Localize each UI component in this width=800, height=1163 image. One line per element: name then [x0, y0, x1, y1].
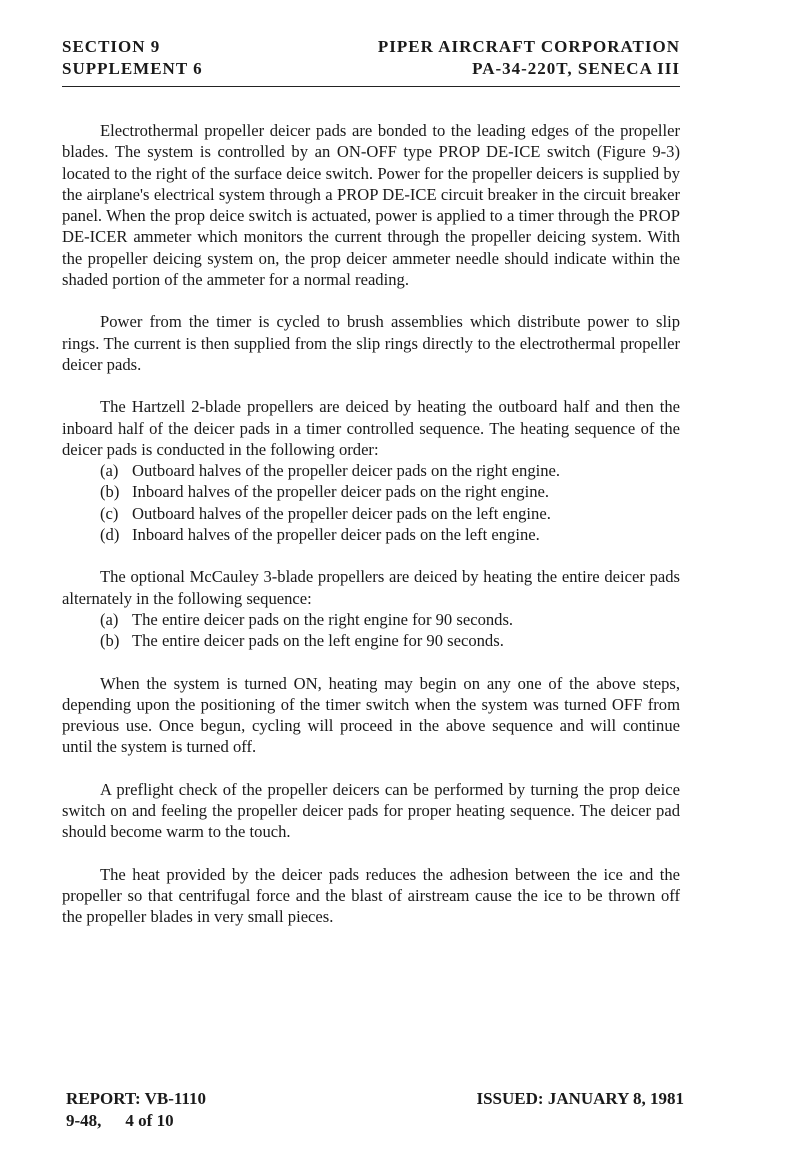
- mccauley-sequence-list: [62, 609, 680, 652]
- issue-date: ISSUED: JANUARY 8, 1981: [476, 1089, 684, 1108]
- list-item: (b) Inboard halves of the propeller deicer pads on the right engine.: [100, 482, 549, 502]
- page-count: 4 of 10: [125, 1111, 174, 1130]
- paragraph-3: The Hartzell 2-blade propellers are deiced by heating the outboard half and then the inboard half of the deicer pads in a timer controlled sequence. The heating sequence of the deicer pads is conducted in the following order:: [62, 397, 680, 459]
- paragraph-7: The heat provided by the deicer pads reduces the adhesion between the ice and the propeller so that centrifugal force and the blast of airstream cause the ice to be thrown off the propeller blades in very small pieces.: [62, 864, 680, 927]
- list-item: (a) The entire deicer pads on the right engine for 90 seconds.: [100, 609, 514, 629]
- body-text: [62, 120, 680, 949]
- company-name: PIPER AIRCRAFT CORPORATION: [377, 37, 680, 56]
- section-label: SECTION 9: [62, 37, 161, 56]
- page-header: [62, 36, 680, 80]
- paragraph-4: The optional McCauley 3-blade propellers are deiced by heating the entire deicer pads alternately in the following sequence:: [62, 567, 680, 608]
- header-divider: [62, 86, 680, 87]
- aircraft-model: PA-34-220T, SENECA III: [472, 59, 680, 78]
- paragraph-2: Power from the timer is cycled to brush assemblies which distribute power to slip rings. The current is then supplied from the slip rings directly to the electrothermal propeller deicer pads.: [62, 312, 680, 374]
- hartzell-sequence-list: [62, 460, 680, 545]
- paragraph-1: Electrothermal propeller deicer pads are bonded to the leading edges of the propeller blades. The system is controlled by an ON-OFF type PROP DE-ICE switch (Figure 9-3) located to the right of the surface deice switch. Power for the propeller deicers is supplied by the airplane's electrical system through a PROP DE-ICE circuit breaker in the circuit breaker panel. When the prop deice switch is actuated, power is applied to a timer through the PROP DE-ICER ammeter which monitors the current through the propeller deicing system. With the propeller deicing system on, the prop deicer ammeter needle should indicate within the shaded portion of the ammeter for a normal reading.: [62, 121, 680, 290]
- paragraph-6: A preflight check of the propeller deicers can be performed by turning the prop deice switch on and feeling the propeller deicer pads for proper heating sequence. The deicer pad should become warm to the touch.: [62, 779, 680, 842]
- report-number: REPORT: VB-1110: [66, 1089, 206, 1108]
- list-item: (b) The entire deicer pads on the left engine for 90 seconds.: [100, 631, 504, 651]
- page-footer: [66, 1088, 684, 1132]
- list-item: (d) Inboard halves of the propeller deicer pads on the left engine.: [100, 525, 540, 545]
- page-number: 9-48,: [66, 1111, 102, 1130]
- list-item: (a) Outboard halves of the propeller deicer pads on the right engine.: [100, 461, 561, 481]
- supplement-label: SUPPLEMENT 6: [62, 59, 203, 78]
- paragraph-5: When the system is turned ON, heating may begin on any one of the above steps, depending upon the positioning of the timer switch when the system was turned OFF from previous use. Once begun, cycling will proceed in the above sequence and will continue until the system is turned off.: [62, 673, 680, 757]
- list-item: (c) Outboard halves of the propeller deicer pads on the left engine.: [100, 503, 551, 523]
